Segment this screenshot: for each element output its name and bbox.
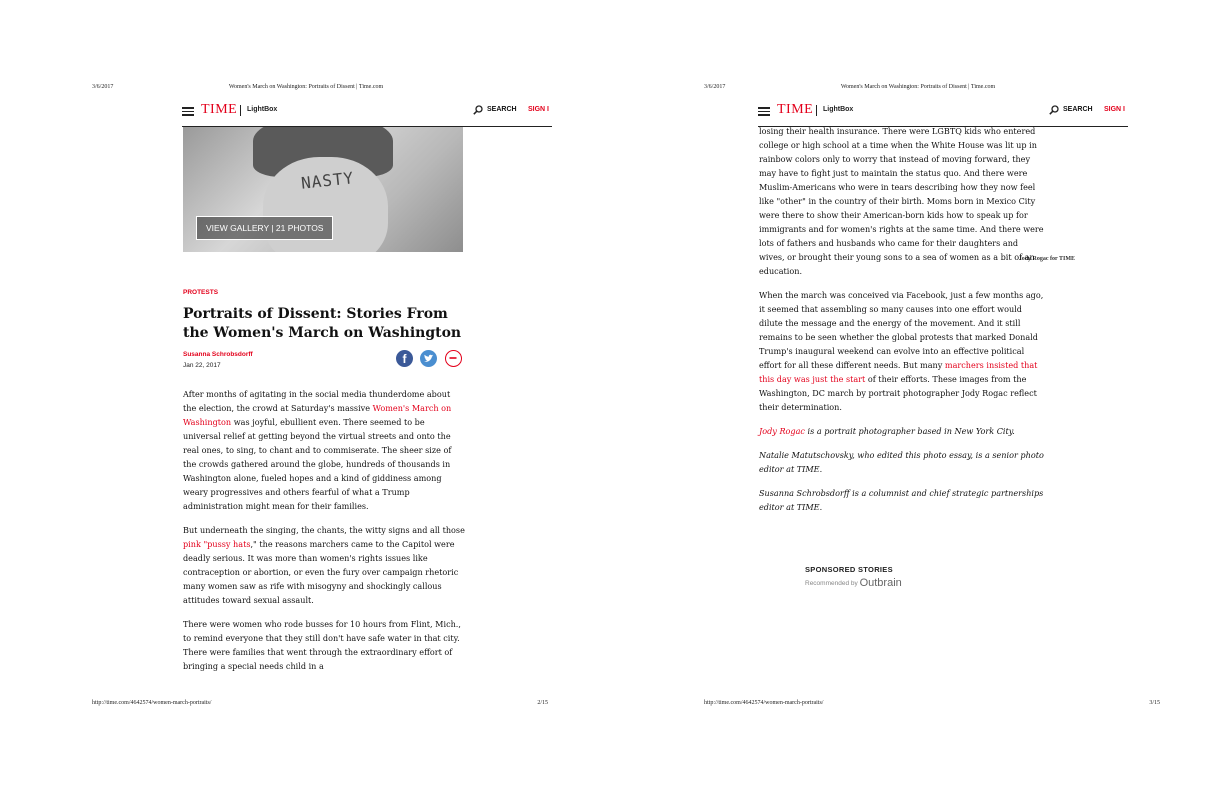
twitter-icon xyxy=(420,350,437,367)
paragraph-text: When the march was conceived via Facebook, just a few months ago, it seemed that assembling so many causes into one effort would dilute the message and the energy of the movement. And it still remains to be seen whether the global protests that marked Donald Trump's inaugural weekend can evolve into an effective political effort for all these different needs. But many xyxy=(759,290,1044,370)
site-header xyxy=(758,100,1128,127)
forehead-writing: NASTY xyxy=(300,168,356,193)
section-name[interactable]: LightBox xyxy=(247,106,278,113)
paragraph-text: After months of agitating in the social media thunderdome about the election, the crowd at Saturday's massive xyxy=(183,389,451,413)
paragraph-2 xyxy=(183,523,465,607)
article-body-part-2 xyxy=(759,124,1044,524)
twitter-share-button[interactable] xyxy=(420,350,437,367)
photo-credit: Jody Rogac for TIME xyxy=(1018,256,1075,262)
minus-icon xyxy=(446,351,460,365)
print-date: 3/6/2017 xyxy=(92,84,114,90)
menu-icon[interactable] xyxy=(758,107,770,115)
paragraph-text: ," the reasons marchers came to the Capitol were deadly serious. It was more than women's rights issues like contraception or abortion, or even the fury over campaign rhetoric many women saw as rife with misogyny and shockingly callous attitudes toward sexual assault. xyxy=(183,539,459,605)
hero-image[interactable] xyxy=(183,127,463,252)
facebook-icon xyxy=(396,350,413,367)
search-button[interactable]: SEARCH xyxy=(487,106,517,113)
print-page-number: 3/15 xyxy=(1149,700,1160,706)
print-url[interactable]: http://time.com/4642574/women-march-portraits/ xyxy=(704,700,824,706)
more-share-button[interactable] xyxy=(445,350,462,367)
paragraph-text: But underneath the singing, the chants, the witty signs and all those xyxy=(183,525,465,535)
outbrain-logo[interactable]: Outbrain xyxy=(859,577,902,589)
paragraph-5 xyxy=(759,288,1044,414)
paragraph-1 xyxy=(183,387,465,513)
site-header xyxy=(182,100,552,127)
paragraph-6 xyxy=(759,424,1044,438)
search-icon[interactable] xyxy=(473,105,483,115)
paragraph-text: of their efforts. These images from the Washington, DC march by portrait photographer Jody Rogac reflect their determination. xyxy=(759,374,1037,412)
paragraph-8: Susanna Schrobsdorff is a columnist and chief strategic partnerships editor at TIME. xyxy=(759,488,1044,512)
header-divider xyxy=(240,105,241,116)
article-author[interactable]: Susanna Schrobsdorff xyxy=(183,351,253,358)
print-title: Women's March on Washington: Portraits of Dissent | Time.com xyxy=(228,84,384,90)
article-category[interactable]: PROTESTS xyxy=(183,289,219,296)
recommended-label: Recommended by xyxy=(805,580,858,587)
section-name[interactable]: LightBox xyxy=(823,106,854,113)
sponsored-stories-heading: SPONSORED STORIES xyxy=(805,565,893,574)
paragraph-text: is a portrait photographer based in New York City. xyxy=(804,426,1015,436)
header-divider xyxy=(816,105,817,116)
time-logo[interactable]: TIME xyxy=(777,102,814,117)
print-date: 3/6/2017 xyxy=(704,84,726,90)
paragraph-7: Natalie Matutschovsky, who edited this photo essay, is a senior photo editor at TIME. xyxy=(759,450,1044,474)
sign-in-link[interactable]: SIGN I xyxy=(1104,106,1126,113)
pussy-hats-link[interactable]: pink "pussy hats xyxy=(183,539,251,549)
jody-rogac-link[interactable]: Jody Rogac xyxy=(759,426,805,436)
menu-icon[interactable] xyxy=(182,107,194,115)
paragraph-3: There were women who rode busses for 10 hours from Flint, Mich., to remind everyone that they still don't have safe water in that city. There were families that went through the extraordinary effort of bringing a special needs child in a xyxy=(183,619,461,671)
print-url[interactable]: http://time.com/4642574/women-march-portraits/ xyxy=(92,700,212,706)
recommended-by[interactable] xyxy=(805,577,902,589)
marchers-insisted-link[interactable]: marchers insisted that this day was just the start xyxy=(759,360,1038,384)
print-title: Women's March on Washington: Portraits of Dissent | Time.com xyxy=(840,84,996,90)
time-logo[interactable]: TIME xyxy=(201,102,238,117)
article-body-part-1 xyxy=(183,387,465,683)
svg-text:f: f xyxy=(402,352,407,366)
search-icon[interactable] xyxy=(1049,105,1059,115)
paragraph-4: losing their health insurance. There were LGBTQ kids who entered college or high school at a time when the White House was lit up in rainbow colors only to worry that instead of moving forward, they may have to fight just to maintain the status quo. And there were Muslim-Americans who were in tears describing how they now feel like "other" in the country of their birth. Moms born in Mexico City were there to show their American-born kids how to speak up for immigrants and for women's rights at the same time. And there were lots of fathers and husbands who came for their daughters and wives, or brought their young sons to a sea of women as a bit of an education. xyxy=(759,126,1044,276)
article-date: Jan 22, 2017 xyxy=(183,362,221,369)
print-page-number: 2/15 xyxy=(537,700,548,706)
womens-march-link[interactable]: Women's March on Washington xyxy=(183,403,452,427)
paragraph-text: was joyful, ebullient even. There seemed to be universal relief at getting beyond the virtual streets and onto the real ones, to sing, to chant and to commiserate. The sheer size of the crowds gathered around the globe, hundreds of thousands in Washington alone, fueled hopes and a kind of giddiness among weary progressives and others fearful of what a Trump administration might mean for their families. xyxy=(183,417,452,511)
article-headline: Portraits of Dissent: Stories From the Women's March on Washington xyxy=(183,306,462,341)
view-gallery-button[interactable]: VIEW GALLERY | 21 PHOTOS xyxy=(196,216,333,240)
facebook-share-button[interactable] xyxy=(396,350,413,367)
sign-in-link[interactable]: SIGN I xyxy=(528,106,550,113)
search-button[interactable]: SEARCH xyxy=(1063,106,1093,113)
